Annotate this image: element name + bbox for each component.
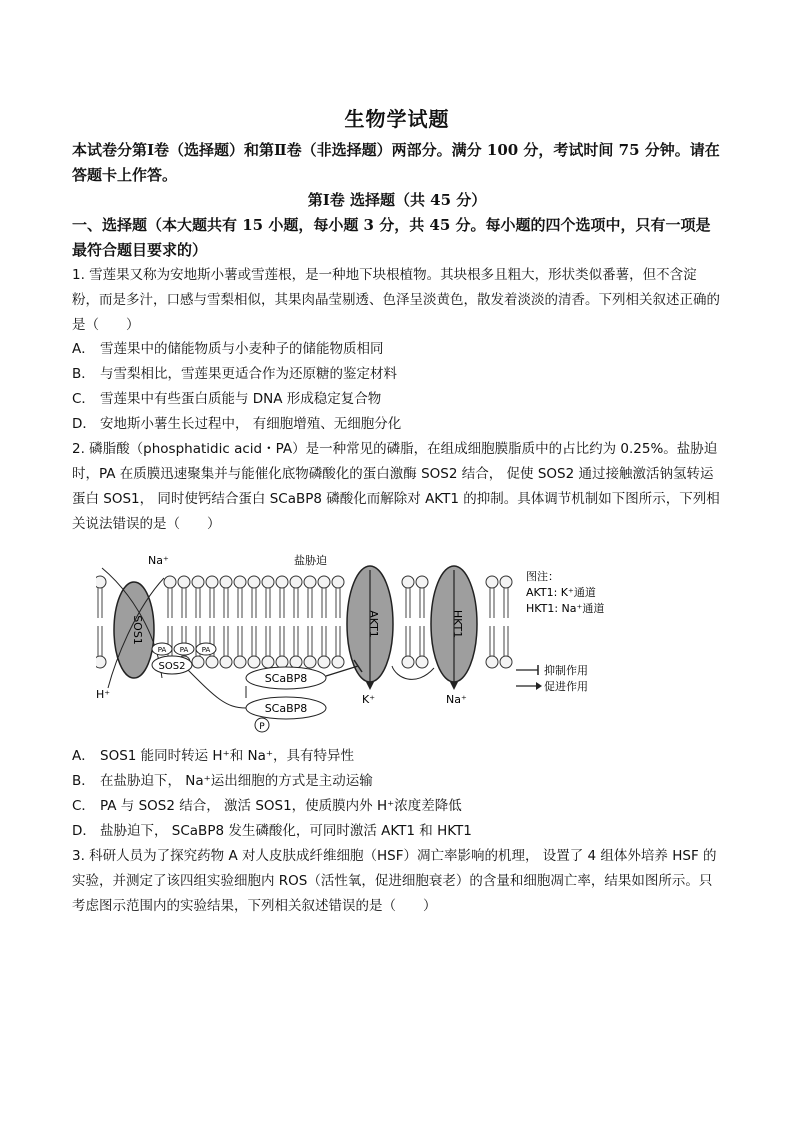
figure-legend bbox=[516, 570, 604, 693]
scabp8-label: SCaBP8 bbox=[264, 672, 308, 685]
option-text: 安地斯小薯生长过程中， 有细胞增殖、无细胞分化 bbox=[100, 416, 402, 432]
phospholipid-head bbox=[304, 656, 316, 668]
question-1-option-d bbox=[72, 413, 722, 435]
phospholipid-head bbox=[276, 656, 288, 668]
option-letter: A． bbox=[72, 748, 95, 764]
na-in-label: Na⁺ bbox=[446, 693, 467, 706]
option-letter: B． bbox=[72, 773, 95, 789]
section-title: 第Ⅰ卷 选择题（共 45 分） bbox=[307, 191, 487, 209]
option-text: 盐胁迫下， SCaBP8 发生磷酸化，可同时激活 AKT1 和 HKT1 bbox=[100, 823, 472, 839]
question-1-option-b bbox=[72, 363, 722, 385]
scabp8-p-label: SCaBP8 bbox=[264, 702, 308, 715]
question-1-option-c bbox=[72, 388, 722, 410]
page-title: 生物学试题 bbox=[344, 107, 450, 131]
sos1-label: SOS1 bbox=[131, 615, 144, 645]
phospholipid-head bbox=[416, 656, 428, 668]
option-letter: C． bbox=[72, 391, 95, 407]
option-letter: C． bbox=[72, 798, 95, 814]
phospholipid-head bbox=[486, 576, 498, 588]
option-text: 与雪梨相比，雪莲果更适合作为还原糖的鉴定材料 bbox=[100, 366, 397, 382]
legend-title: 图注： bbox=[526, 570, 559, 583]
phospholipid-head bbox=[486, 656, 498, 668]
na-out-label: Na⁺ bbox=[148, 554, 169, 567]
pa-label: PA bbox=[179, 646, 189, 654]
phospholipid-head bbox=[248, 656, 260, 668]
hkt1-label: HKT1 bbox=[451, 609, 464, 639]
phospholipid-head bbox=[262, 576, 274, 588]
option-letter: D． bbox=[72, 416, 96, 432]
phospholipid-head bbox=[234, 656, 246, 668]
phospholipid-head bbox=[402, 656, 414, 668]
legend-inhibit-label: 抑制作用 bbox=[544, 664, 588, 677]
k-in-label: K⁺ bbox=[362, 693, 376, 706]
phospholipid-head bbox=[234, 576, 246, 588]
phospholipid-head bbox=[206, 656, 218, 668]
option-text: SOS1 能同时转运 H⁺和 Na⁺，具有特异性 bbox=[100, 748, 355, 764]
phospholipid-head bbox=[304, 576, 316, 588]
phospholipid-head bbox=[290, 576, 302, 588]
exam-intro: 本试卷分第Ⅰ卷（选择题）和第Ⅱ卷（非选择题）两部分。满分 100 分，考试时间 75 分钟。请在答题卡上作答。 bbox=[72, 141, 720, 184]
sos2-label: SOS2 bbox=[158, 661, 186, 672]
inhibit-akt1-line bbox=[326, 666, 358, 676]
k-arrow-head bbox=[366, 682, 374, 690]
legend-promote-label: 促进作用 bbox=[544, 680, 588, 693]
phospholipid-head bbox=[96, 656, 106, 668]
phospholipid-head bbox=[164, 576, 176, 588]
na-arrow-head bbox=[450, 682, 458, 690]
phospholipid-head bbox=[220, 656, 232, 668]
option-letter: D． bbox=[72, 823, 96, 839]
phospholipid-head bbox=[416, 576, 428, 588]
legend-hkt1: HKT1: Na⁺通道 bbox=[526, 602, 605, 615]
sos2-phosphorylation-arrow bbox=[188, 670, 246, 708]
phospholipid-head bbox=[500, 656, 512, 668]
phospholipid-head bbox=[290, 656, 302, 668]
question-1-stem: 1. 雪莲果又称为安地斯小薯或雪莲根，是一种地下块根植物。其块根多且粗大，形状类似番薯，但不含淀粉，而是多汁，口感与雪梨相似，其果肉晶莹剔透、色泽呈淡黄色，散发着淡淡的清香。下列相关叙述正确的是（ ） bbox=[72, 267, 720, 333]
option-letter: A． bbox=[72, 341, 95, 357]
phospholipid-head bbox=[178, 576, 190, 588]
akt1-label: AKT1 bbox=[367, 610, 380, 638]
legend-akt1: AKT1: K⁺通道 bbox=[526, 586, 596, 599]
pa-cluster bbox=[152, 643, 216, 655]
option-text: PA 与 SOS2 结合， 激活 SOS1，使质膜内外 H⁺浓度差降低 bbox=[100, 798, 462, 814]
pa-label: PA bbox=[157, 646, 167, 654]
phospholipid-head bbox=[332, 656, 344, 668]
option-text: 雪莲果中有些蛋白质能与 DNA 形成稳定复合物 bbox=[100, 391, 382, 407]
phospholipid-head bbox=[206, 576, 218, 588]
option-letter: B． bbox=[72, 366, 95, 382]
phospholipid-head bbox=[500, 576, 512, 588]
question-2-option-d bbox=[72, 820, 722, 842]
question-2-option-b bbox=[72, 770, 722, 792]
question-1-option-a bbox=[72, 338, 722, 360]
hkt1-akt1-link bbox=[392, 666, 434, 679]
question-3-stem: 3. 科研人员为了探究药物 A 对人皮肤成纤维细胞（HSF）凋亡率影响的机理， 设置了 4 组体外培养 HSF 的实验，并测定了该四组实验细胞内 ROS（活性氧，促进细胞衰老）的含量和细胞凋亡率，结果如图所示。只考虑图示范围内的实验结果，下列相关叙述错误的是（ ） bbox=[72, 848, 717, 914]
h-in-label: H⁺ bbox=[96, 688, 111, 701]
phospholipid-head bbox=[248, 576, 260, 588]
phospholipid-head bbox=[318, 656, 330, 668]
option-text: 在盐胁迫下， Na⁺运出细胞的方式是主动运输 bbox=[100, 773, 373, 789]
phospholipid-head bbox=[332, 576, 344, 588]
question-2-option-c bbox=[72, 795, 722, 817]
phospholipid-head bbox=[402, 576, 414, 588]
pa-label: PA bbox=[201, 646, 211, 654]
option-text: 雪莲果中的储能物质与小麦种子的储能物质相同 bbox=[100, 341, 384, 357]
phosphate-label: P bbox=[259, 722, 265, 732]
phospholipid-head bbox=[192, 656, 204, 668]
salt-stress-label: 盐胁迫 bbox=[294, 554, 327, 567]
phospholipid-head bbox=[220, 576, 232, 588]
phospholipid-head bbox=[192, 576, 204, 588]
salt-stress-diagram bbox=[96, 548, 636, 738]
phospholipid-head bbox=[262, 656, 274, 668]
promote-legend-arrow bbox=[536, 682, 542, 690]
phospholipid-head bbox=[318, 576, 330, 588]
question-2-option-a bbox=[72, 745, 722, 767]
question-2-stem: 2. 磷脂酸（phosphatidic acid・PA）是一种常见的磷脂，在组成细胞膜脂质中的占比约为 0.25%。盐胁迫时，PA 在质膜迅速聚集并与能催化底物磷酸化的蛋白激酶 SOS2 结合， 促使 SOS2 通过接触激活钠氢转运蛋白 SOS1， 同时使钙结合蛋白 SCaBP8 磷酸化而解除对 AKT1 的抑制。具体调节机制如下图所示，下列相关说法错误的是（ ） bbox=[72, 441, 720, 532]
phospholipid-head bbox=[96, 576, 106, 588]
phospholipid-head bbox=[276, 576, 288, 588]
part-heading: 一、选择题（本大题共有 15 小题，每小题 3 分，共 45 分。每小题的四个选项中，只有一项是最符合题目要求的） bbox=[72, 216, 711, 259]
